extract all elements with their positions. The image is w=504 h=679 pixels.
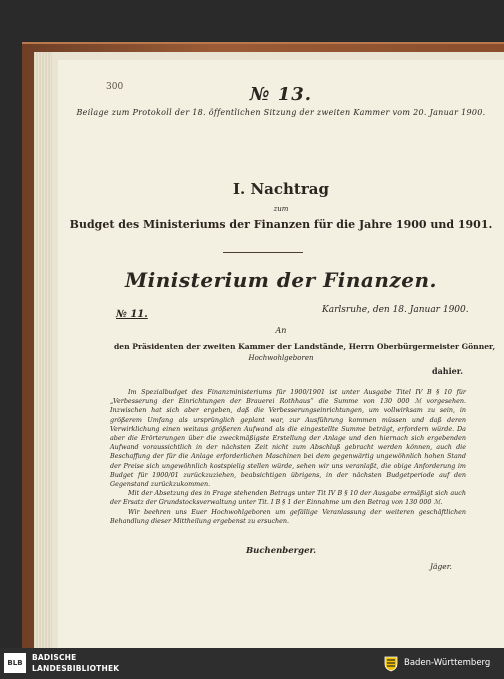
state-name[interactable]: Baden-Württemberg [404,658,491,668]
footer-bar [0,648,504,679]
addressee: den Präsidenten der zweiten Kammer der Landstände, Herrn Oberbürgermeister Gönner, [114,342,496,351]
library-name-line2: LANDESBIBLIOTHEK [32,664,120,673]
library-name[interactable] [32,652,119,674]
supplement-line: Beilage zum Protokoll der 18. öffentlichen Sitzung der zweiten Kammer vom 20. Januar 1900. [76,108,486,117]
document-number: № 13. [249,84,313,105]
body-paragraph: Im Spezialbudget des Finanzministeriums für 1900/1901 ist unter Ausgabe Titel IV B § 10 für „Verbesserung der Einrichtungen der Brauerei Rothhaus“ die Summe von 130 000 ℳ vorgesehen. Inzwischen hat sich aber ergeben, daß die Verbesserungseinrichtungen, um vollwirksam zu sein, in größerem Umfang als ursprünglich geplant war, zur Ausführung kommen müssen und daß deren Verwirklichung einen weitaus größeren Aufwand als die eingestellte Summe beträgt, erfordern würde. Da aber die Erörterungen über die zweckmäßigste Erstellung der Anlage und den hiernach sich ergebenden Aufwand voraussichtlich in der nächsten Zeit nicht zum Abschluß gebracht werden können, auch die Beschaffung der für die Anlage erforderlichen Maschinen bei dem gegenwärtig ungewöhnlich hohen Stand der Preise sich ungewöhnlich kostspielig stellen würde, sehen wir uns veranlaßt, die obige Anforderung im Budget für 1900/01 zurückzuziehen, beabsichtigen übrigens, in der nächsten Budgetperiode auf den Gegenstand zurückzukommen. [110,388,466,489]
title-budget: Budget des Ministeriums der Finanzen für die Jahre 1900 und 1901. [69,218,493,231]
signature: Buchenberger. [246,546,317,556]
document-page [58,60,504,648]
salutation-an: An [275,326,287,335]
letter-body [110,388,466,526]
title-zum: zum [273,205,289,213]
dahier: dahier. [432,366,463,376]
divider-rule [223,252,303,253]
place-date: Karlsruhe, den 18. Januar 1900. [322,305,469,315]
counter-signature: Jäger. [430,562,452,571]
body-paragraph: Mit der Absetzung des in Frage stehenden Betrags unter Tit IV B § 10 der Ausgabe ermäßigt sich auch der Ersatz der Grundstocksverwaltung unter Tit. I B § 1 der Einnahme um den Betrag von 130 000 ℳ. [110,489,466,507]
letter-number: № 11. [116,309,148,320]
blb-logo-icon[interactable]: BLB [4,653,26,673]
ministry-title: Ministerium der Finanzen. [124,268,438,292]
page-number: 300 [106,82,124,92]
body-paragraph: Wir beehren uns Euer Hochwohlgeboren um gefällige Veranlassung der weiteren geschäftlichen Behandlung dieser Mittheilung ergebenst zu ersuchen. [110,507,466,525]
library-name-line1: BADISCHE [32,653,77,662]
baden-wuerttemberg-coat-of-arms-icon [382,654,400,672]
honorific: Hochwohlgeboren [248,354,314,362]
title-nachtrag: I. Nachtrag [233,180,329,198]
